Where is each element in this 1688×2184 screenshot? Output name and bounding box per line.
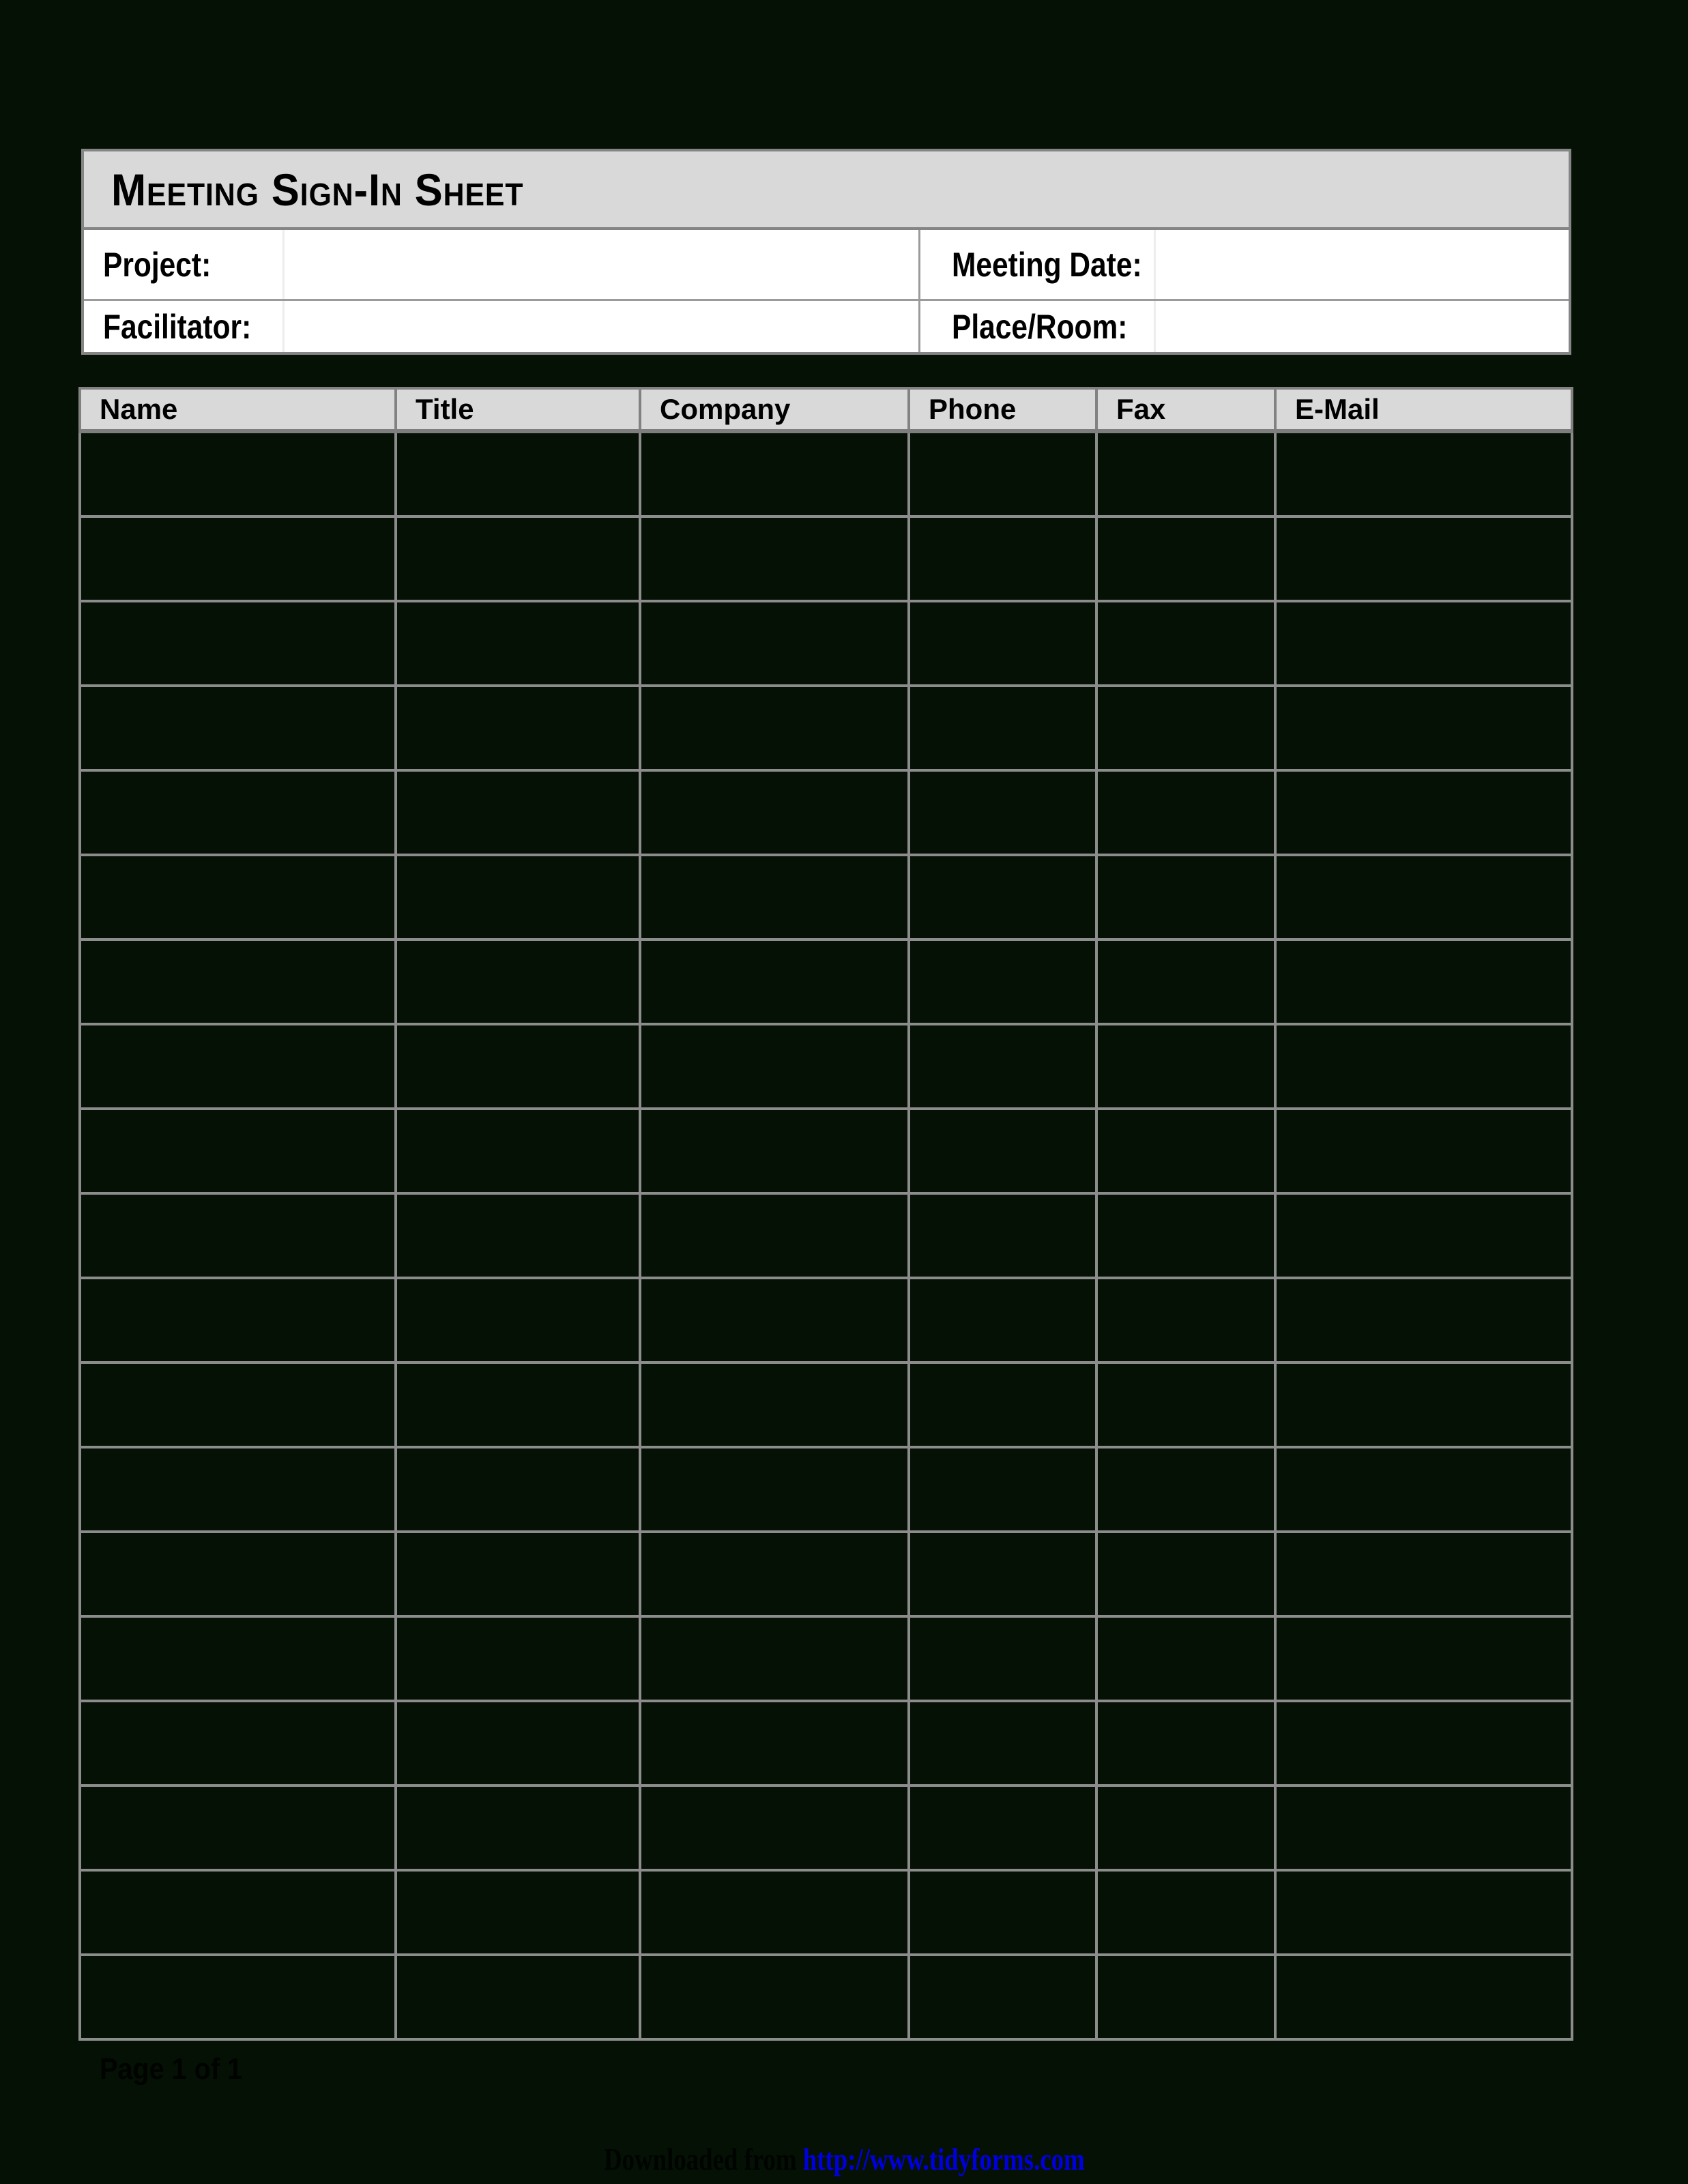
- table-cell-empty: [909, 1616, 1096, 1701]
- table-cell-empty: [80, 1109, 396, 1193]
- table-cell-empty: [396, 1024, 640, 1109]
- table-cell-empty: [80, 1870, 396, 1955]
- table-cell-empty: [909, 1955, 1096, 2039]
- table-row: [80, 686, 1572, 770]
- table-cell-empty: [640, 516, 909, 601]
- field-divider: [282, 230, 285, 299]
- column-header-phone: Phone: [909, 388, 1096, 431]
- table-cell-empty: [80, 1278, 396, 1363]
- table-cell-empty: [1275, 1024, 1572, 1109]
- table-cell-empty: [1096, 1955, 1275, 2039]
- table-cell-empty: [80, 1532, 396, 1616]
- table-cell-empty: [1096, 855, 1275, 940]
- table-cell-empty: [1096, 1109, 1275, 1193]
- table-cell-empty: [909, 1024, 1096, 1109]
- table-cell-empty: [640, 1109, 909, 1193]
- table-cell-empty: [640, 431, 909, 516]
- table-cell-empty: [1096, 686, 1275, 770]
- footer-prefix: Downloaded from: [603, 2142, 803, 2176]
- table-cell-empty: [396, 1786, 640, 1870]
- table-cell-empty: [396, 516, 640, 601]
- meeting-date-label: Meeting Date:: [952, 245, 1142, 284]
- table-cell-empty: [396, 431, 640, 516]
- table-cell-empty: [396, 855, 640, 940]
- table-row: [80, 940, 1572, 1024]
- table-cell-empty: [1275, 1193, 1572, 1278]
- table-cell-empty: [1275, 1447, 1572, 1532]
- table-row: [80, 1109, 1572, 1193]
- table-row: [80, 855, 1572, 940]
- table-cell-empty: [1096, 1024, 1275, 1109]
- table-cell-empty: [1096, 1870, 1275, 1955]
- footer-text: [604, 2141, 1085, 2177]
- table-cell-empty: [640, 770, 909, 855]
- table-cell-empty: [1275, 516, 1572, 601]
- table-row: [80, 1701, 1572, 1786]
- table-cell-empty: [640, 1532, 909, 1616]
- table-header-row: [80, 388, 1572, 431]
- table-cell-empty: [640, 1447, 909, 1532]
- table-cell-empty: [396, 1701, 640, 1786]
- table-cell-empty: [640, 1193, 909, 1278]
- table-cell-empty: [909, 1447, 1096, 1532]
- footer: [0, 2141, 1688, 2177]
- table-cell-empty: [1275, 1616, 1572, 1701]
- table-row: [80, 1870, 1572, 1955]
- table-cell-empty: [1275, 431, 1572, 516]
- table-cell-empty: [640, 855, 909, 940]
- table-cell-empty: [80, 1363, 396, 1447]
- table-cell-empty: [80, 431, 396, 516]
- table-cell-empty: [1096, 1447, 1275, 1532]
- table-cell-empty: [396, 770, 640, 855]
- table-cell-empty: [1275, 1278, 1572, 1363]
- table-cell-empty: [396, 601, 640, 686]
- table-cell-empty: [909, 770, 1096, 855]
- table-cell-empty: [640, 940, 909, 1024]
- field-divider: [1154, 301, 1156, 352]
- table-cell-empty: [1096, 1363, 1275, 1447]
- facilitator-label: Facilitator:: [103, 307, 252, 346]
- tidyforms-link[interactable]: http://www.tidyforms.com: [802, 2142, 1085, 2176]
- table-cell-empty: [640, 1701, 909, 1786]
- table-cell-empty: [1275, 855, 1572, 940]
- table-cell-empty: [909, 855, 1096, 940]
- table-cell-empty: [909, 1193, 1096, 1278]
- project-row: [84, 230, 1569, 299]
- table-cell-empty: [909, 1278, 1096, 1363]
- table-row: [80, 1278, 1572, 1363]
- table-row: [80, 1363, 1572, 1447]
- table-cell-empty: [1096, 601, 1275, 686]
- table-cell-empty: [1096, 516, 1275, 601]
- table-row: [80, 1532, 1572, 1616]
- table-cell-empty: [80, 770, 396, 855]
- table-cell-empty: [640, 601, 909, 686]
- table-cell-empty: [909, 431, 1096, 516]
- table-cell-empty: [80, 1786, 396, 1870]
- project-label: Project:: [103, 245, 212, 284]
- table-row: [80, 1955, 1572, 2039]
- table-cell-empty: [396, 1955, 640, 2039]
- table-row: [80, 431, 1572, 516]
- column-header-title: Title: [396, 388, 640, 431]
- table-cell-empty: [640, 1278, 909, 1363]
- table-cell-empty: [1096, 1786, 1275, 1870]
- table-cell-empty: [1275, 686, 1572, 770]
- table-cell-empty: [396, 1870, 640, 1955]
- table-cell-empty: [396, 940, 640, 1024]
- table-cell-empty: [640, 1870, 909, 1955]
- field-divider: [1154, 230, 1156, 299]
- table-cell-empty: [80, 1701, 396, 1786]
- table-cell-empty: [1275, 1870, 1572, 1955]
- column-header-email: E-Mail: [1275, 388, 1572, 431]
- table-row: [80, 516, 1572, 601]
- table-cell-empty: [80, 1616, 396, 1701]
- place-room-field: [918, 301, 1569, 352]
- table-cell-empty: [396, 1363, 640, 1447]
- table-cell-empty: [396, 1109, 640, 1193]
- table-cell-empty: [909, 1786, 1096, 1870]
- table-cell-empty: [909, 1363, 1096, 1447]
- field-divider: [282, 301, 285, 352]
- project-field: [84, 230, 918, 299]
- table-cell-empty: [396, 1616, 640, 1701]
- table-cell-empty: [396, 1532, 640, 1616]
- table-cell-empty: [909, 601, 1096, 686]
- table-cell-empty: [1096, 1193, 1275, 1278]
- table-cell-empty: [640, 1363, 909, 1447]
- table-cell-empty: [80, 855, 396, 940]
- signin-table: [78, 387, 1573, 2041]
- table-cell-empty: [80, 1955, 396, 2039]
- table-cell-empty: [1275, 1532, 1572, 1616]
- table-cell-empty: [1096, 940, 1275, 1024]
- table-cell-empty: [640, 1786, 909, 1870]
- table-cell-empty: [396, 1193, 640, 1278]
- table-cell-empty: [640, 1955, 909, 2039]
- table-cell-empty: [1275, 601, 1572, 686]
- table-row: [80, 1786, 1572, 1870]
- table-row: [80, 1193, 1572, 1278]
- table-cell-empty: [1096, 1278, 1275, 1363]
- table-cell-empty: [909, 1701, 1096, 1786]
- facilitator-row: [84, 299, 1569, 352]
- table-cell-empty: [80, 1193, 396, 1278]
- table-body: [80, 431, 1572, 2039]
- table-cell-empty: [1275, 940, 1572, 1024]
- meeting-date-field: [918, 230, 1569, 299]
- page-title: Meeting Sign-In Sheet: [111, 164, 524, 215]
- table-cell-empty: [80, 940, 396, 1024]
- table-cell-empty: [909, 1870, 1096, 1955]
- table-cell-empty: [909, 1532, 1096, 1616]
- column-header-fax: Fax: [1096, 388, 1275, 431]
- signin-form-box: [81, 149, 1571, 355]
- table-cell-empty: [1096, 431, 1275, 516]
- table-cell-empty: [80, 1447, 396, 1532]
- table-cell-empty: [1275, 1109, 1572, 1193]
- table-cell-empty: [1096, 770, 1275, 855]
- table-cell-empty: [80, 516, 396, 601]
- table-cell-empty: [909, 516, 1096, 601]
- table-cell-empty: [909, 686, 1096, 770]
- table-cell-empty: [640, 686, 909, 770]
- table-cell-empty: [1275, 1363, 1572, 1447]
- table-cell-empty: [1096, 1532, 1275, 1616]
- table-row: [80, 770, 1572, 855]
- place-room-label: Place/Room:: [952, 307, 1128, 346]
- table-cell-empty: [1275, 770, 1572, 855]
- table-cell-empty: [1275, 1786, 1572, 1870]
- table-cell-empty: [396, 686, 640, 770]
- page-number: Page 1 of 1: [100, 2052, 243, 2086]
- form-title-bar: [84, 151, 1569, 230]
- column-header-company: Company: [640, 388, 909, 431]
- table-cell-empty: [396, 1447, 640, 1532]
- table-cell-empty: [909, 940, 1096, 1024]
- table-row: [80, 1616, 1572, 1701]
- table-cell-empty: [1275, 1955, 1572, 2039]
- table-cell-empty: [1096, 1701, 1275, 1786]
- table-cell-empty: [1275, 1701, 1572, 1786]
- table-cell-empty: [640, 1024, 909, 1109]
- table-row: [80, 1447, 1572, 1532]
- table-cell-empty: [1096, 1616, 1275, 1701]
- table-row: [80, 1024, 1572, 1109]
- table-cell-empty: [640, 1616, 909, 1701]
- table-cell-empty: [909, 1109, 1096, 1193]
- table-row: [80, 601, 1572, 686]
- table-cell-empty: [80, 601, 396, 686]
- table-cell-empty: [80, 1024, 396, 1109]
- column-header-name: Name: [80, 388, 396, 431]
- table-cell-empty: [80, 686, 396, 770]
- facilitator-field: [84, 301, 918, 352]
- table-cell-empty: [396, 1278, 640, 1363]
